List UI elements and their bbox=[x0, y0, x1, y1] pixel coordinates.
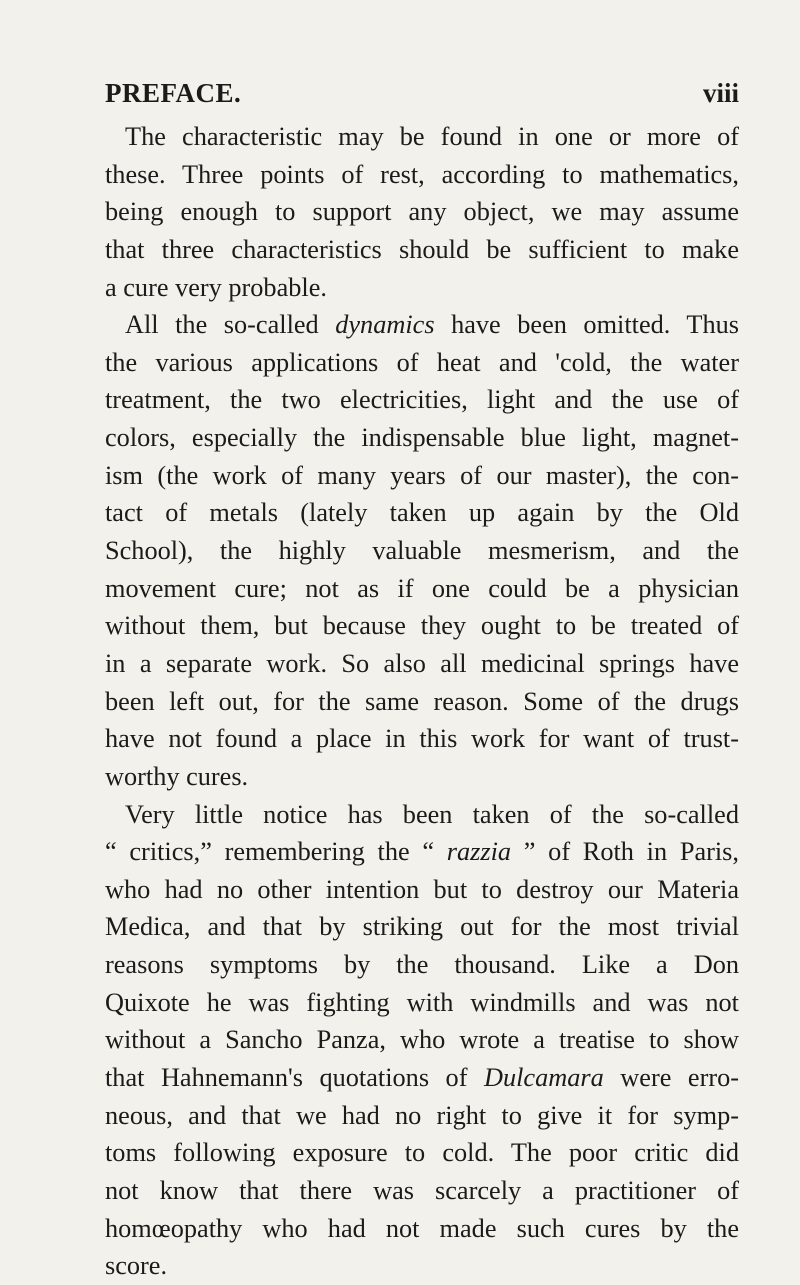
text-run: were erro- bbox=[603, 1063, 739, 1093]
text-line: Medica, and that by striking out for the most trivial bbox=[105, 912, 739, 942]
text-line: neous, and that we had no right to give it for symp- bbox=[105, 1100, 739, 1130]
text-line: been left out, for the same reason. Some of the drugs bbox=[105, 686, 739, 716]
text-line: colors, especially the indispensable blue light, magnet- bbox=[105, 423, 739, 453]
text-line: ism (the work of many years of our master), the con- bbox=[105, 460, 739, 490]
italic-term: dynamics bbox=[335, 310, 435, 340]
text-line: Quixote he was fighting with windmills and was not bbox=[105, 987, 739, 1017]
text-line: worthy cures. bbox=[105, 761, 249, 791]
page-number: viii bbox=[702, 78, 739, 108]
text-run: All the so-called bbox=[125, 310, 336, 340]
text-line: without a Sancho Panza, who wrote a treatise to show bbox=[105, 1025, 739, 1055]
text-line: The characteristic may be found in one or more of bbox=[125, 122, 739, 151]
text-line: that three characteristics should be sufficient to make bbox=[105, 234, 739, 264]
running-head-title: PREFACE. bbox=[105, 78, 242, 108]
text-line: a cure very probable. bbox=[105, 272, 327, 302]
text-line: who had no other intention but to destroy our Materia bbox=[105, 874, 739, 904]
paragraph bbox=[105, 796, 739, 1285]
text-line bbox=[105, 1059, 739, 1097]
text-line: being enough to support any object, we may assume bbox=[105, 197, 739, 227]
running-head bbox=[105, 78, 739, 112]
text-line: score. bbox=[105, 1251, 168, 1281]
body-text bbox=[105, 118, 739, 1285]
text-line: tact of metals (lately taken up again by the Old bbox=[105, 498, 739, 528]
text-run: ” of Roth in Paris, bbox=[511, 837, 739, 867]
text-line bbox=[105, 306, 739, 344]
text-line: movement cure; not as if one could be a physician bbox=[105, 573, 739, 603]
text-line: homœopathy who had not made such cures by the bbox=[105, 1213, 739, 1243]
text-line: Very little notice has been taken of the so-called bbox=[125, 799, 739, 829]
text-line: the various applications of heat and 'cold, the water bbox=[105, 347, 739, 377]
text-line: without them, but because they ought to be treated of bbox=[105, 611, 739, 641]
text-run: “ critics,” remembering the “ bbox=[105, 837, 447, 867]
paragraph bbox=[105, 118, 739, 306]
text-line bbox=[105, 833, 739, 871]
text-run: that Hahnemann's quotations of bbox=[105, 1063, 484, 1093]
text-line: have not found a place in this work for want of trust- bbox=[105, 724, 739, 754]
text-line: reasons symptoms by the thousand. Like a Don bbox=[105, 950, 739, 980]
text-line: School), the highly valuable mesmerism, and the bbox=[105, 536, 739, 566]
paragraph bbox=[105, 306, 739, 795]
text-line: toms following exposure to cold. The poor critic did bbox=[105, 1138, 739, 1168]
italic-term: Dulcamara bbox=[483, 1063, 604, 1093]
text-line: in a separate work. So also all medicinal springs have bbox=[105, 648, 739, 678]
text-run: have been omitted. Thus bbox=[434, 310, 739, 340]
text-line: not know that there was scarcely a practitioner of bbox=[105, 1175, 739, 1205]
italic-term: razzia bbox=[446, 837, 512, 867]
text-line: treatment, the two electricities, light and the use of bbox=[105, 385, 739, 415]
text-line: these. Three points of rest, according to mathematics, bbox=[105, 159, 739, 189]
